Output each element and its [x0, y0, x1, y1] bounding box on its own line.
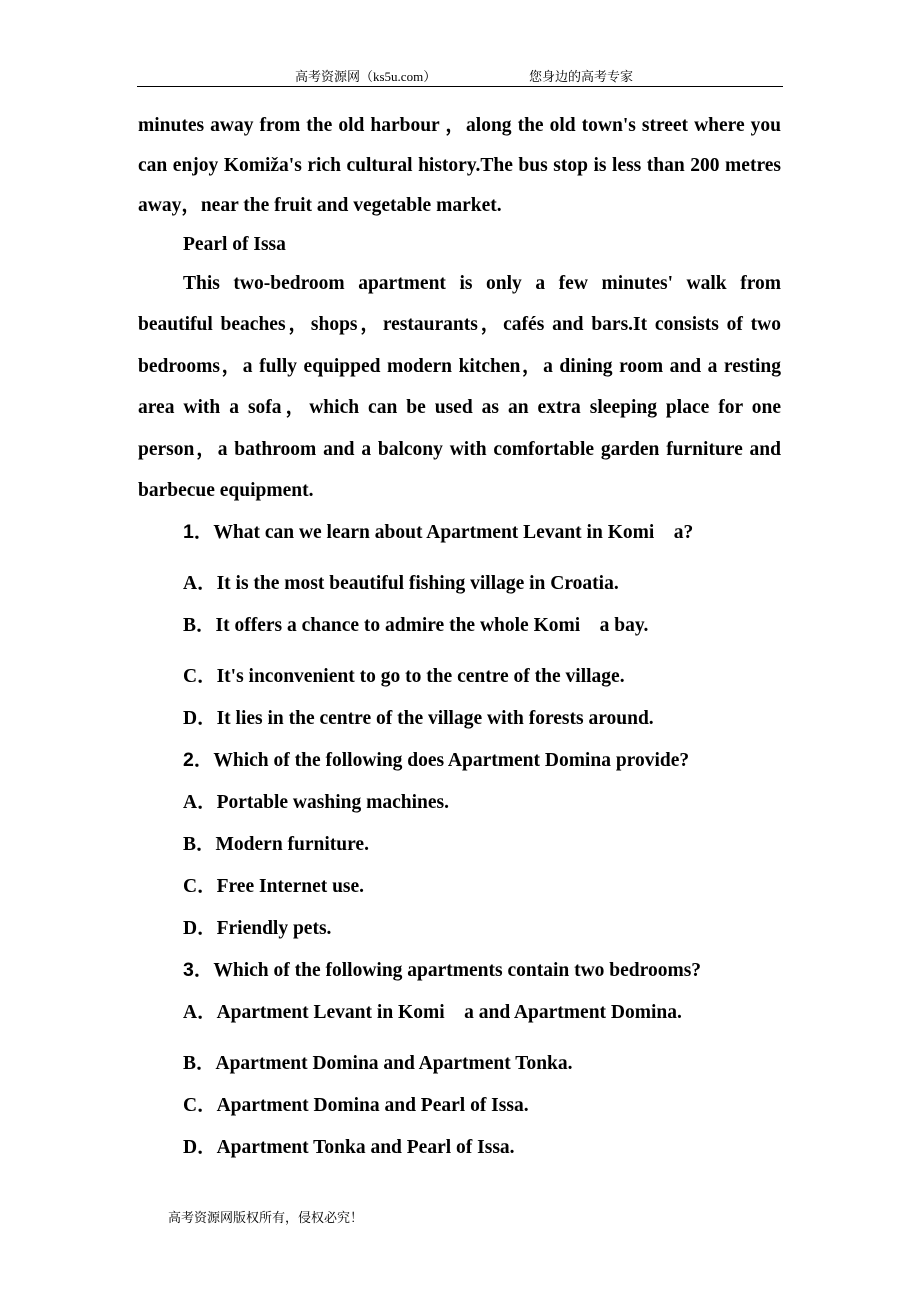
question-2-option-b: B．Modern furniture. [183, 834, 369, 855]
page-footer: 高考资源网版权所有，侵权必究！ [168, 1210, 364, 1225]
question-3-option-a: A．Apartment Levant in Komi a and Apartment Domina. [183, 1002, 682, 1023]
question-2 [183, 744, 689, 772]
header-slogan: 您身边的高考专家 [529, 69, 634, 84]
question-2-option-c: C．Free Internet use. [183, 876, 365, 897]
question-3-option-d: D．Apartment Tonka and Pearl of Issa. [183, 1137, 515, 1158]
question-number: 2． [183, 749, 214, 771]
question-3 [183, 954, 701, 982]
question-2-option-a: A．Portable washing machines. [183, 792, 449, 813]
question-number: 1． [183, 521, 214, 543]
passage-paragraph-1: minutes away from the old harbour ，along the old town's street where you can enjoy Komiža's rich cultural history.The bus stop is less than 200 metres away，near the fruit and vegetable market. [138, 115, 781, 216]
question-3-option-b: B．Apartment Domina and Apartment Tonka. [183, 1053, 573, 1074]
question-text: Which of the following does Apartment Domina provide? [213, 750, 690, 771]
question-1-option-b: B．It offers a chance to admire the whole Komi a bay. [183, 615, 649, 636]
question-1-option-d: D．It lies in the centre of the village with forests around. [183, 708, 654, 729]
question-text: What can we learn about Apartment Levant in Komi a? [213, 522, 694, 543]
question-1-option-c: C．It's inconvenient to go to the centre of the village. [183, 666, 625, 687]
page-header [137, 60, 783, 87]
passage-paragraph-2: This two-bedroom apartment is only a few minutes' walk from beautiful beaches，shops，restaurants，cafés and bars.It consists of two bedrooms，a fully equipped modern kitchen，a dining room and a resting area with a sofa，which can be used as an extra sleeping place for one person，a bathroom and a balcony with comfortable garden furniture and barbecue equipment. [138, 273, 781, 502]
passage-heading: Pearl of Issa [183, 234, 286, 255]
question-3-option-c: C．Apartment Domina and Pearl of Issa. [183, 1095, 529, 1116]
question-2-option-d: D．Friendly pets. [183, 918, 332, 939]
header-site: 高考资源网（ks5u.com） [295, 69, 437, 84]
question-1 [183, 516, 693, 544]
question-number: 3． [183, 959, 214, 981]
question-1-option-a: A．It is the most beautiful fishing village in Croatia. [183, 573, 619, 594]
question-text: Which of the following apartments contain two bedrooms? [213, 960, 702, 981]
